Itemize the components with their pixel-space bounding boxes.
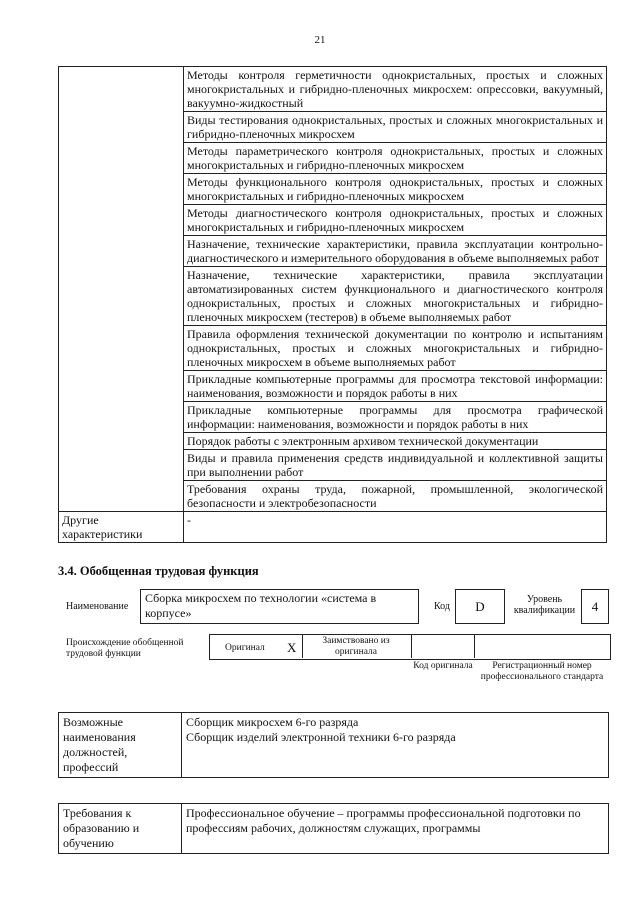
other-characteristics-value: - (184, 512, 607, 543)
other-characteristics-row (59, 512, 607, 543)
level-label: Уровень квалификации (513, 594, 576, 616)
original-label: Оригинал (225, 643, 265, 653)
education-table (58, 803, 609, 854)
knowledge-item: Порядок работы с электронным архивом технической документации (184, 433, 607, 450)
page-number: 21 (314, 34, 326, 46)
knowledge-item: Методы параметрического контроля однокристальных, простых и сложных многокристальных и гибридно-пленочных микросхем (184, 143, 607, 174)
name-box (140, 589, 419, 624)
knowledge-item: Требования охраны труда, пожарной, промышленной, экологической безопасности и электробезопасности (184, 481, 607, 512)
position-item: Сборщик микросхем 6-го разряда (186, 715, 359, 729)
code-value: D (455, 589, 505, 624)
other-characteristics-label: Другие характеристики (59, 512, 184, 543)
knowledge-item: Прикладные компьютерные программы для просмотра текстовой информации: наименования, возможности и порядок работы в них (184, 371, 607, 402)
knowledge-item: Назначение, технические характеристики, правила эксплуатации автоматизированных систем функционального и диагностического контроля однокристальных, простых и сложных многокристальных и гибридно-пленочных микросхем (тестеров) в объеме выполняемых работ (184, 267, 607, 326)
knowledge-item: Прикладные компьютерные программы для просмотра графической информации: наименования, возможности и порядок работы в них (184, 402, 607, 433)
divider (474, 634, 475, 658)
name-value: Сборка микросхем по технологии «система в корпусе» (145, 591, 377, 620)
level-value: 4 (581, 589, 609, 624)
divider (302, 634, 303, 658)
education-label: Требования к образованию и обучению (59, 804, 182, 854)
knowledge-item: Виды и правила применения средств индивидуальной и коллективной защиты при выполнении работ (184, 450, 607, 481)
origin-box (209, 634, 611, 660)
knowledge-item: Методы функционального контроля однокристальных, простых и сложных многокристальных и гибридно-пленочных микросхем (184, 174, 607, 205)
knowledge-table (58, 66, 607, 543)
section-title: 3.4. Обобщенная трудовая функция (58, 564, 259, 578)
name-label: Наименование (66, 601, 129, 612)
positions-values (182, 713, 609, 778)
education-value: Профессиональное обучение – программы профессиональной подготовки по профессиям рабочих, должностям служащих, программы (182, 804, 609, 854)
knowledge-left-cell (59, 67, 184, 512)
knowledge-item: Виды тестирования однокристальных, простых и сложных многокристальных и гибридно-пленочных микросхем (184, 112, 607, 143)
knowledge-row (59, 67, 607, 112)
knowledge-item: Методы диагностического контроля однокристальных, простых и сложных многокристальных и гибридно-пленочных микросхем (184, 205, 607, 236)
knowledge-item: Правила оформления технической документации по контролю и испытаниям однокристальных, простых и сложных многокристальных и гибридно-пленочных микросхем в объеме выполняемых работ (184, 326, 607, 371)
divider (411, 634, 412, 658)
knowledge-item: Назначение, технические характеристики, правила эксплуатации контрольно-диагностического и измерительного оборудования в объеме выполняемых работ (184, 236, 607, 267)
position-item: Сборщик изделий электронной техники 6-го разряда (186, 730, 456, 744)
code-label: Код (434, 601, 450, 612)
reg-number-label: Регистрационный номер профессионального стандарта (480, 661, 604, 682)
positions-table (58, 712, 609, 778)
borrowed-label: Заимствовано из оригинала (322, 636, 390, 657)
original-mark: X (287, 640, 297, 655)
code-original-label: Код оригинала (413, 661, 473, 671)
knowledge-item: Методы контроля герметичности однокристальных, простых и сложных многокристальных и гибридно-пленочных микросхем: опрессовки, вакуумный, вакуумно-жидкостный (184, 67, 607, 112)
origin-label: Происхождение обобщенной трудовой функции (66, 638, 184, 659)
positions-label: Возможные наименования должностей, профессий (59, 713, 182, 778)
